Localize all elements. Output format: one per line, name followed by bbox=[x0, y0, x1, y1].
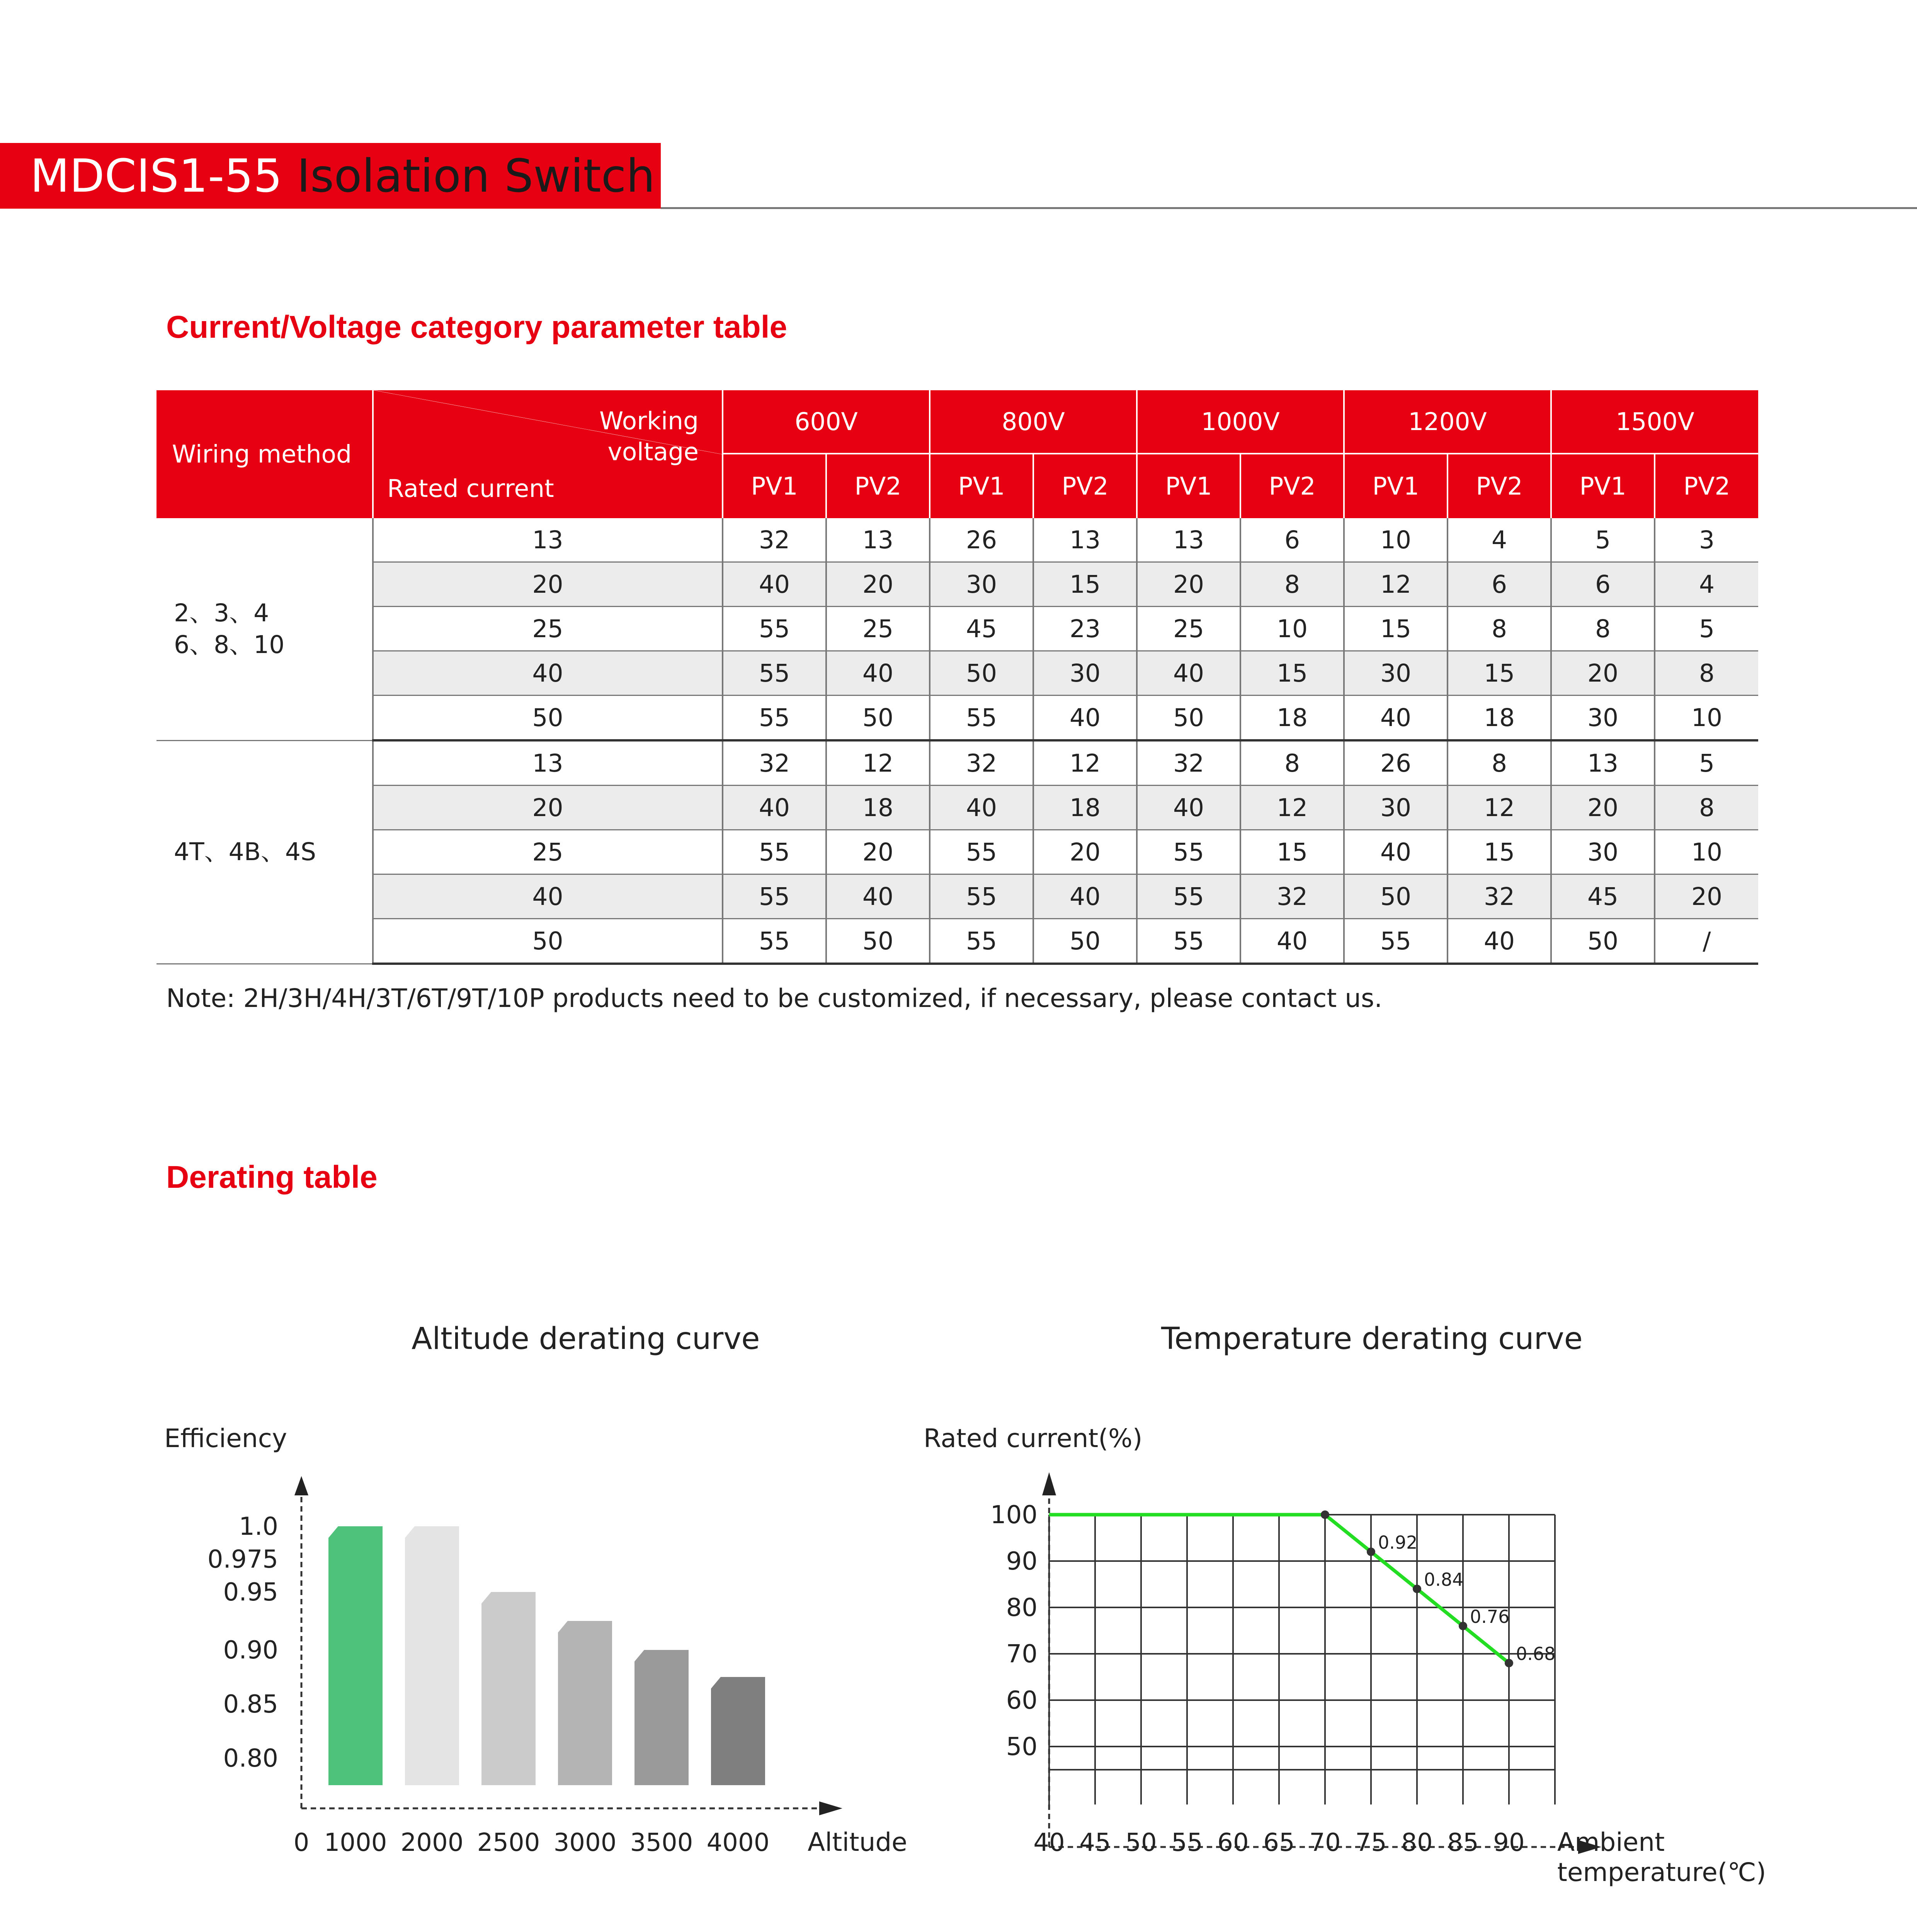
table-cell: 32 bbox=[1448, 874, 1551, 919]
table-row bbox=[156, 786, 1758, 830]
table-cell: 20 bbox=[826, 830, 930, 874]
table-cell: 10 bbox=[1344, 518, 1448, 562]
table-cell: 32 bbox=[1240, 874, 1344, 919]
table-cell: 13 bbox=[1551, 740, 1655, 786]
data-point bbox=[1321, 1510, 1329, 1519]
rated-current-cell: 20 bbox=[373, 786, 723, 830]
table-cell: 40 bbox=[826, 874, 930, 919]
y-tick-label: 0.95 bbox=[223, 1578, 278, 1607]
table-cell: 12 bbox=[1344, 562, 1448, 607]
y-tick-label: 0.85 bbox=[223, 1690, 278, 1719]
table-cell: 40 bbox=[1033, 696, 1137, 741]
table-cell: 5 bbox=[1655, 740, 1758, 786]
table-cell: 6 bbox=[1240, 518, 1344, 562]
bar-2500 bbox=[481, 1592, 536, 1785]
table-cell: 4 bbox=[1655, 562, 1758, 607]
data-label: 0.68 bbox=[1516, 1643, 1556, 1664]
pv-subheader: PV2 bbox=[1655, 454, 1758, 518]
table-cell: 10 bbox=[1655, 830, 1758, 874]
pv-subheader: PV2 bbox=[1033, 454, 1137, 518]
table-cell: 30 bbox=[1551, 696, 1655, 741]
table-cell: 25 bbox=[1137, 607, 1240, 651]
table-cell: 8 bbox=[1655, 651, 1758, 696]
table-cell: 32 bbox=[723, 740, 826, 786]
table-cell: 18 bbox=[1240, 696, 1344, 741]
data-point bbox=[1367, 1548, 1375, 1556]
rated-current-cell: 13 bbox=[373, 518, 723, 562]
rated-current-cell: 40 bbox=[373, 874, 723, 919]
table-cell: 6 bbox=[1448, 562, 1551, 607]
table-cell: 12 bbox=[1033, 740, 1137, 786]
rated-current-cell: 20 bbox=[373, 562, 723, 607]
table-cell: 45 bbox=[1551, 874, 1655, 919]
table-cell: 55 bbox=[723, 919, 826, 964]
x-tick-label: 45 bbox=[1079, 1828, 1111, 1857]
bar-1000 bbox=[328, 1526, 383, 1785]
table-cell: 13 bbox=[1033, 518, 1137, 562]
x-tick-label: 55 bbox=[1171, 1828, 1203, 1857]
table-cell: 20 bbox=[1137, 562, 1240, 607]
table-cell: 25 bbox=[826, 607, 930, 651]
wiring-method-label: 4T、4B、4S bbox=[174, 838, 316, 866]
temperature-chart-title: Temperature derating curve bbox=[1161, 1321, 1583, 1356]
table-cell: 50 bbox=[826, 919, 930, 964]
pv-subheader: PV1 bbox=[1344, 454, 1448, 518]
table-cell: 32 bbox=[1137, 740, 1240, 786]
table-cell: 12 bbox=[826, 740, 930, 786]
table-cell: 40 bbox=[1033, 874, 1137, 919]
table-cell: 40 bbox=[1448, 919, 1551, 964]
y-axis-label: Rated current(%) bbox=[924, 1423, 1143, 1453]
voltage-header-1000v: 1000V bbox=[1137, 390, 1344, 454]
table-cell: 12 bbox=[1448, 786, 1551, 830]
x-origin-label: 0 bbox=[293, 1828, 310, 1857]
voltage-header-1200v: 1200V bbox=[1344, 390, 1551, 454]
table-cell: 8 bbox=[1551, 607, 1655, 651]
table-cell: 32 bbox=[930, 740, 1033, 786]
table-row bbox=[156, 830, 1758, 874]
x-tick-label: 50 bbox=[1125, 1828, 1157, 1857]
param-table-title: Current/Voltage category parameter table bbox=[166, 310, 788, 345]
wiring-method-label: 2、3、4 bbox=[174, 599, 269, 627]
x-tick-label: 80 bbox=[1401, 1828, 1433, 1857]
data-point bbox=[1505, 1659, 1513, 1667]
pv-subheader: PV2 bbox=[826, 454, 930, 518]
pv-subheader: PV2 bbox=[1240, 454, 1344, 518]
table-cell: 23 bbox=[1033, 607, 1137, 651]
table-cell: 30 bbox=[1551, 830, 1655, 874]
table-row bbox=[156, 607, 1758, 651]
table-cell: 10 bbox=[1240, 607, 1344, 651]
data-point bbox=[1413, 1585, 1421, 1593]
table-row bbox=[156, 562, 1758, 607]
x-tick-label: 3000 bbox=[553, 1828, 617, 1857]
x-axis-label: temperature(℃) bbox=[1557, 1857, 1766, 1887]
x-tick-label: 90 bbox=[1493, 1828, 1525, 1857]
table-cell: 30 bbox=[1344, 786, 1448, 830]
bar-2000 bbox=[405, 1526, 459, 1785]
table-cell: 8 bbox=[1655, 786, 1758, 830]
table-cell: 15 bbox=[1033, 562, 1137, 607]
table-cell: 13 bbox=[1137, 518, 1240, 562]
table-row bbox=[156, 518, 1758, 562]
y-tick-label: 80 bbox=[1006, 1594, 1038, 1622]
table-cell: 12 bbox=[1240, 786, 1344, 830]
y-tick-label: 70 bbox=[1006, 1640, 1038, 1668]
table-cell: 50 bbox=[930, 651, 1033, 696]
x-tick-label: 40 bbox=[1033, 1828, 1065, 1857]
x-tick-label: 3500 bbox=[630, 1828, 693, 1857]
data-label: 0.76 bbox=[1470, 1606, 1510, 1627]
bar-3500 bbox=[634, 1650, 689, 1785]
y-tick-label: 1.0 bbox=[239, 1512, 278, 1541]
wiring-method-header: Wiring method bbox=[156, 390, 373, 518]
x-tick-label: 2000 bbox=[400, 1828, 464, 1857]
table-cell: 15 bbox=[1344, 607, 1448, 651]
altitude-derating-chart bbox=[147, 1410, 939, 1882]
table-row bbox=[156, 651, 1758, 696]
table-cell: 5 bbox=[1551, 518, 1655, 562]
table-cell: 40 bbox=[1137, 786, 1240, 830]
wiring-method-cell bbox=[156, 740, 373, 964]
header-rule bbox=[661, 207, 1917, 209]
x-axis-label: Ambient bbox=[1557, 1827, 1665, 1857]
data-point bbox=[1459, 1622, 1467, 1630]
rated-current-cell: 13 bbox=[373, 740, 723, 786]
table-cell: 40 bbox=[723, 786, 826, 830]
data-label: 0.92 bbox=[1378, 1532, 1418, 1553]
bar-3000 bbox=[558, 1621, 612, 1785]
table-cell: 50 bbox=[1137, 696, 1240, 741]
table-cell: 55 bbox=[930, 830, 1033, 874]
working-voltage-header: Working voltage bbox=[599, 407, 699, 466]
wiring-method-cell bbox=[156, 518, 373, 740]
table-cell: 30 bbox=[930, 562, 1033, 607]
table-row bbox=[156, 696, 1758, 741]
table-cell: 8 bbox=[1240, 740, 1344, 786]
rated-current-cell: 50 bbox=[373, 919, 723, 964]
table-cell: 40 bbox=[1344, 696, 1448, 741]
table-cell: 8 bbox=[1448, 740, 1551, 786]
rated-current-cell: 25 bbox=[373, 830, 723, 874]
rated-current-cell: 50 bbox=[373, 696, 723, 741]
x-tick-label: 75 bbox=[1355, 1828, 1387, 1857]
table-cell: / bbox=[1655, 919, 1758, 964]
y-tick-label: 0.90 bbox=[223, 1636, 278, 1665]
table-cell: 20 bbox=[1551, 786, 1655, 830]
y-tick-label: 90 bbox=[1006, 1547, 1038, 1576]
rated-current-cell: 40 bbox=[373, 651, 723, 696]
table-note: Note: 2H/3H/4H/3T/6T/9T/10P products need to be customized, if necessary, please contact us. bbox=[166, 983, 1383, 1013]
table-cell: 55 bbox=[930, 874, 1033, 919]
table-cell: 50 bbox=[1033, 919, 1137, 964]
voltage-header-800v: 800V bbox=[930, 390, 1137, 454]
pv-subheader: PV1 bbox=[1551, 454, 1655, 518]
x-axis-arrow bbox=[819, 1801, 842, 1815]
diagonal-header-cell bbox=[373, 390, 723, 518]
x-tick-label: 70 bbox=[1309, 1828, 1341, 1857]
table-cell: 50 bbox=[1551, 919, 1655, 964]
table-cell: 40 bbox=[723, 562, 826, 607]
table-cell: 8 bbox=[1240, 562, 1344, 607]
table-cell: 10 bbox=[1655, 696, 1758, 741]
y-tick-label: 0.80 bbox=[223, 1744, 278, 1773]
table-cell: 55 bbox=[1137, 830, 1240, 874]
table-cell: 45 bbox=[930, 607, 1033, 651]
table-cell: 30 bbox=[1344, 651, 1448, 696]
table-cell: 55 bbox=[1137, 874, 1240, 919]
altitude-chart-title: Altitude derating curve bbox=[412, 1321, 760, 1356]
bar-4000 bbox=[711, 1677, 765, 1785]
pv-subheader: PV1 bbox=[930, 454, 1033, 518]
table-cell: 5 bbox=[1655, 607, 1758, 651]
x-tick-label: 65 bbox=[1263, 1828, 1295, 1857]
page-header-banner bbox=[0, 143, 661, 209]
table-cell: 13 bbox=[826, 518, 930, 562]
table-cell: 55 bbox=[930, 919, 1033, 964]
table-cell: 3 bbox=[1655, 518, 1758, 562]
table-cell: 55 bbox=[930, 696, 1033, 741]
table-row bbox=[156, 874, 1758, 919]
table-cell: 20 bbox=[826, 562, 930, 607]
table-cell: 55 bbox=[723, 607, 826, 651]
wiring-method-label: 6、8、10 bbox=[174, 630, 285, 659]
table-row bbox=[156, 740, 1758, 786]
table-cell: 15 bbox=[1240, 651, 1344, 696]
derating-table-title: Derating table bbox=[166, 1160, 378, 1195]
table-cell: 40 bbox=[826, 651, 930, 696]
y-tick-label: 50 bbox=[1006, 1733, 1038, 1761]
table-cell: 15 bbox=[1448, 830, 1551, 874]
parameter-table bbox=[156, 390, 1758, 965]
x-tick-label: 85 bbox=[1447, 1828, 1479, 1857]
table-cell: 26 bbox=[1344, 740, 1448, 786]
table-cell: 20 bbox=[1033, 830, 1137, 874]
table-cell: 6 bbox=[1551, 562, 1655, 607]
table-cell: 55 bbox=[1137, 919, 1240, 964]
table-row bbox=[156, 919, 1758, 964]
table-cell: 40 bbox=[1344, 830, 1448, 874]
y-axis-arrow bbox=[1042, 1472, 1056, 1495]
table-cell: 20 bbox=[1655, 874, 1758, 919]
table-cell: 40 bbox=[1240, 919, 1344, 964]
table-cell: 18 bbox=[1033, 786, 1137, 830]
voltage-header-1500v: 1500V bbox=[1551, 390, 1758, 454]
table-cell: 55 bbox=[723, 651, 826, 696]
y-tick-label: 60 bbox=[1006, 1686, 1038, 1715]
product-name: Isolation Switch bbox=[297, 149, 655, 202]
data-label: 0.84 bbox=[1424, 1569, 1464, 1590]
table-cell: 40 bbox=[930, 786, 1033, 830]
x-tick-label: 2500 bbox=[477, 1828, 540, 1857]
table-cell: 40 bbox=[1137, 651, 1240, 696]
table-cell: 30 bbox=[1033, 651, 1137, 696]
table-cell: 55 bbox=[723, 874, 826, 919]
table-cell: 8 bbox=[1448, 607, 1551, 651]
table-cell: 18 bbox=[826, 786, 930, 830]
table-cell: 55 bbox=[723, 830, 826, 874]
product-model: MDCIS1-55 bbox=[30, 149, 282, 202]
temperature-derating-chart bbox=[908, 1410, 1797, 1920]
table-cell: 55 bbox=[1344, 919, 1448, 964]
x-axis-label: Altitude bbox=[808, 1827, 907, 1857]
table-cell: 55 bbox=[723, 696, 826, 741]
voltage-header-600v: 600V bbox=[723, 390, 930, 454]
pv-subheader: PV2 bbox=[1448, 454, 1551, 518]
table-cell: 15 bbox=[1448, 651, 1551, 696]
pv-subheader: PV1 bbox=[1137, 454, 1240, 518]
table-cell: 20 bbox=[1551, 651, 1655, 696]
table-cell: 26 bbox=[930, 518, 1033, 562]
y-axis-label: Efficiency bbox=[164, 1423, 287, 1453]
pv-subheader: PV1 bbox=[723, 454, 826, 518]
table-cell: 32 bbox=[723, 518, 826, 562]
rated-current-cell: 25 bbox=[373, 607, 723, 651]
table-cell: 50 bbox=[1344, 874, 1448, 919]
parameter-table-body bbox=[156, 518, 1758, 964]
x-tick-label: 1000 bbox=[324, 1828, 387, 1857]
table-cell: 18 bbox=[1448, 696, 1551, 741]
y-axis-arrow bbox=[294, 1476, 308, 1495]
y-tick-label: 100 bbox=[990, 1501, 1038, 1529]
y-tick-label: 0.975 bbox=[207, 1545, 278, 1574]
rated-current-header: Rated current bbox=[387, 474, 554, 503]
table-cell: 4 bbox=[1448, 518, 1551, 562]
table-cell: 15 bbox=[1240, 830, 1344, 874]
x-tick-label: 4000 bbox=[706, 1828, 770, 1857]
table-cell: 50 bbox=[826, 696, 930, 741]
x-tick-label: 60 bbox=[1217, 1828, 1249, 1857]
